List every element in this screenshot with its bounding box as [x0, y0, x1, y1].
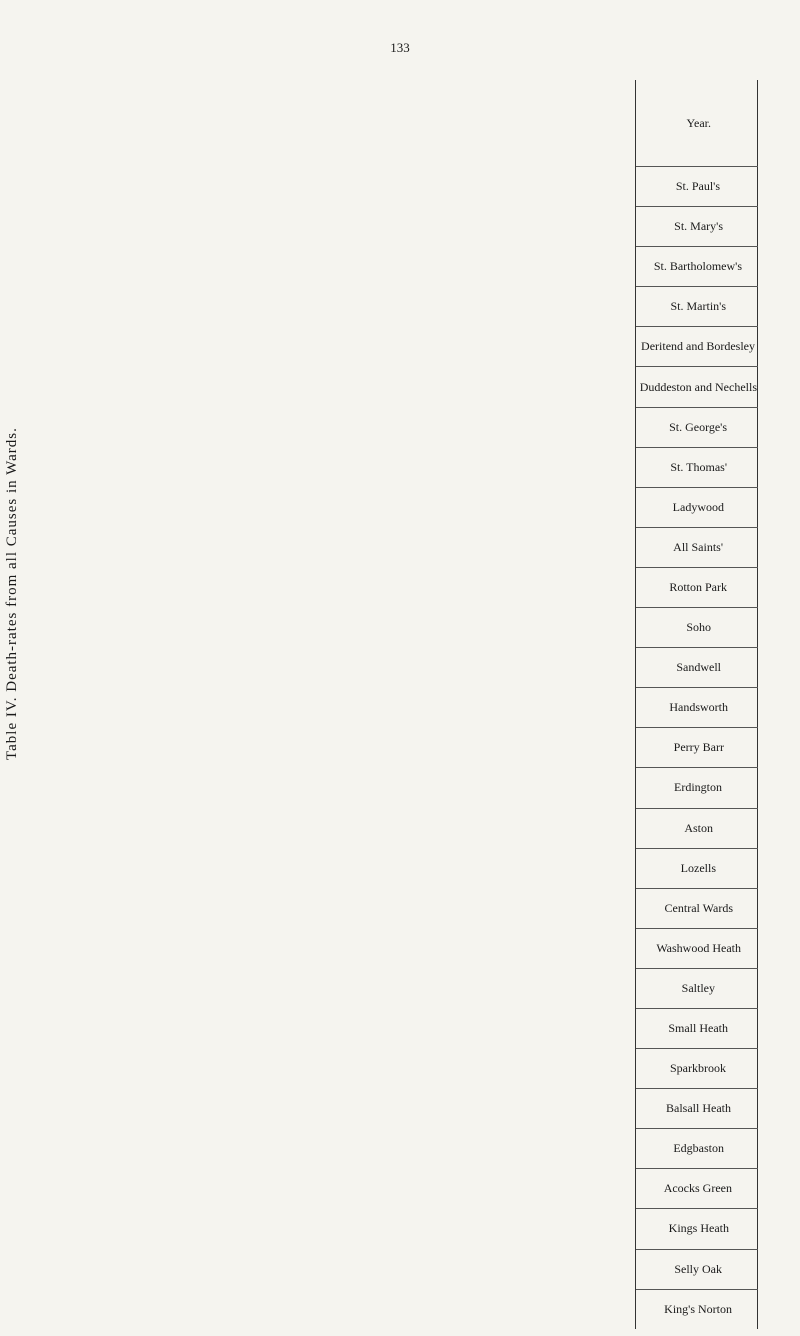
column-header	[635, 80, 757, 167]
column-header	[635, 1049, 757, 1089]
column-header-label: Sandwell	[676, 660, 721, 675]
column-header	[635, 768, 757, 808]
column-header	[635, 1209, 757, 1249]
column-header	[635, 487, 757, 527]
column-header-label: St. Martin's	[670, 299, 727, 314]
column-header	[635, 848, 757, 888]
column-header-label: All Saints'	[673, 539, 724, 554]
column-header	[635, 1089, 757, 1129]
column-header	[635, 608, 757, 648]
column-header-label: Year.	[686, 115, 711, 130]
column-header-label: Acocks Green	[664, 1181, 733, 1196]
column-header-label: Washwood Heath	[656, 940, 741, 955]
column-header	[635, 728, 757, 768]
column-header	[635, 287, 757, 327]
column-header	[635, 567, 757, 607]
column-header-label: Duddeston and Nechells	[639, 379, 757, 394]
column-header	[635, 928, 757, 968]
column-header-label: Lozells	[680, 860, 717, 875]
column-header-label: St. Paul's	[676, 179, 721, 194]
column-header	[635, 1289, 757, 1329]
column-header	[635, 808, 757, 848]
column-header	[635, 968, 757, 1008]
rotated-table-container	[66, 80, 758, 1316]
page-number: 133	[390, 40, 410, 55]
column-header-label: Handsworth	[669, 700, 728, 715]
column-header-label: St. Mary's	[673, 219, 723, 234]
column-header	[635, 207, 757, 247]
column-header-label: St. George's	[669, 419, 728, 434]
column-header-label: Sparkbrook	[670, 1061, 727, 1076]
column-header	[635, 1129, 757, 1169]
column-header	[635, 1008, 757, 1048]
column-header-label: Central Wards	[664, 900, 733, 915]
column-header	[635, 888, 757, 928]
header-row	[635, 80, 757, 1329]
column-header	[635, 527, 757, 567]
column-header-label: Erdington	[674, 780, 723, 795]
column-header-label: Saltley	[681, 980, 716, 995]
column-header-label: Perry Barr	[673, 740, 724, 755]
column-header	[635, 1169, 757, 1209]
column-header-label: Kings Heath	[668, 1221, 729, 1236]
column-header-label: Edgbaston	[673, 1141, 724, 1156]
column-header-label: Deritend and Bordesley	[641, 339, 756, 354]
column-header-label: St. Bartholomew's	[654, 259, 743, 274]
column-header	[635, 167, 757, 207]
column-header	[635, 1249, 757, 1289]
column-header-label: Aston	[684, 820, 713, 835]
column-header-label: King's Norton	[664, 1301, 733, 1316]
column-header-label: Small Heath	[668, 1021, 729, 1036]
column-header	[635, 648, 757, 688]
death-rates-table	[635, 80, 758, 1329]
column-header-label: St. Thomas'	[670, 459, 727, 474]
column-header-label: Soho	[686, 620, 711, 635]
column-header	[635, 247, 757, 287]
column-header	[635, 327, 757, 367]
column-header-label: Ladywood	[672, 499, 725, 514]
column-header	[635, 447, 757, 487]
column-header	[635, 407, 757, 447]
column-header-label: Balsall Heath	[665, 1101, 731, 1116]
column-header	[635, 367, 757, 407]
column-header-label: Selly Oak	[674, 1261, 723, 1276]
column-header	[635, 688, 757, 728]
column-header-label: Rotton Park	[669, 579, 728, 594]
table-title: Table IV. Death-rates from all Causes in Wards.	[4, 427, 20, 760]
